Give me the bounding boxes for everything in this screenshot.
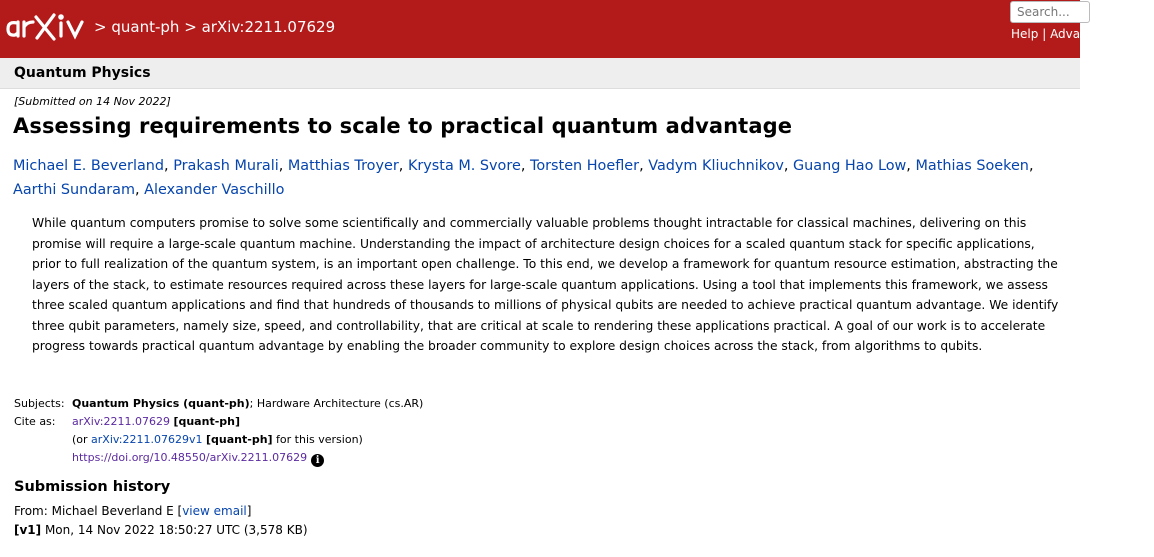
author-link[interactable]: Aarthi Sundaram [13,182,135,198]
author-link[interactable]: Vadym Kliuchnikov [648,158,784,174]
version-tag-link[interactable]: [v1] [14,523,42,537]
cite-version-tag: [quant-ph] [206,433,273,446]
author-link[interactable]: Krysta M. Svore [407,158,521,174]
paper-title: Assessing requirements to scale to practical quantum advantage [13,114,793,138]
breadcrumb-separator: > [94,18,107,36]
author-link[interactable]: Torsten Hoefler [529,158,640,174]
help-link[interactable]: Help [1011,27,1039,41]
author-link[interactable]: Mathias Soeken [915,158,1029,174]
abstract-text: While quantum computers promise to solve some scientifically and commercially valuable problems thought intractable for classical machines, delivering on this promise will require a large-scale quantum machine. Understanding the impact of architecture design choices for a scaled quantum stack for specific applications, prior to full realization of the quantum system, is an important open challenge. To this end, we develop a framework for quantum resource estimation, abstracting the layers of the stack, to estimate resources required across these layers for large-scale quantum applications. Using a tool that implements this framework, we assess three scaled quantum applications and find that hundreds of thousands to millions of physical qubits are needed to achieve practical quantum advantage. We identify three qubit parameters, namely size, speed, and controllability, that are critical at scale to rendering these applications practical. A goal of our work is to accelerate progress towards practical quantum advantage by enabling the broader community to explore design choices across the stack, from algorithms to qubits. [32,216,1059,353]
breadcrumb [94,18,335,36]
doi-link[interactable]: https://doi.org/10.48550/arXiv.2211.07629 [72,451,308,464]
author-link[interactable]: Michael E. Beverland [13,158,165,174]
submitter-line [14,504,251,518]
cite-version-link[interactable]: arXiv:2211.07629v1 [91,433,203,446]
cite-category-tag: [quant-ph] [173,415,240,428]
cite-version-suffix: for this version) [272,433,363,446]
author-link[interactable]: Matthias Troyer [287,158,399,174]
breadcrumb-category-link[interactable]: quant-ph [111,18,180,36]
submission-history-heading: Submission history [14,479,171,495]
arxiv-logo[interactable] [4,9,92,43]
doi-line [72,451,324,467]
cite-version-line [72,433,363,446]
author-link[interactable]: Prakash Murali [173,158,279,174]
search-input[interactable] [1010,1,1090,23]
view-email-link[interactable]: view email [182,504,247,518]
author-list: Michael E. Beverland, Prakash Murali, Matthias Troyer, Krysta M. Svore, Torsten Hoefler, Vadym Kliuchnikov, Guang Hao Low, Mathias Soeken, Aarthi Sundaram, Alexander Vaschillo [13,158,1034,198]
help-links [1011,27,1154,41]
advanced-search-link[interactable]: Advanced Search [1050,27,1154,41]
category-bar [0,58,1080,89]
version-details: Mon, 14 Nov 2022 18:50:27 UTC (3,578 KB) [41,523,308,537]
subjects-label: Subjects: [14,397,65,410]
site-header [0,0,1154,58]
cite-label: Cite as: [14,415,56,428]
subjects-value [72,397,423,410]
primary-subject: Quantum Physics (quant-ph) [72,397,250,410]
breadcrumb-paper-id: arXiv:2211.07629 [201,18,336,36]
submission-dateline: [Submitted on 14 Nov 2022] [14,95,171,108]
other-subjects: ; Hardware Architecture (cs.AR) [249,397,424,410]
author-link[interactable]: Alexander Vaschillo [144,182,285,198]
submitter-suffix: ] [246,504,252,518]
cite-value [72,415,240,428]
help-separator: | [1042,27,1047,41]
category-title: Quantum Physics [14,65,151,81]
version-entry [14,523,308,537]
cite-or-prefix: (or [72,433,92,446]
cite-arxiv-link[interactable]: arXiv:2211.07629 [72,415,170,428]
info-icon[interactable]: i [311,454,324,467]
breadcrumb-separator: > [184,18,197,36]
author-link[interactable]: Guang Hao Low [793,158,907,174]
submitter-text: From: Michael Beverland E [ [14,504,183,518]
